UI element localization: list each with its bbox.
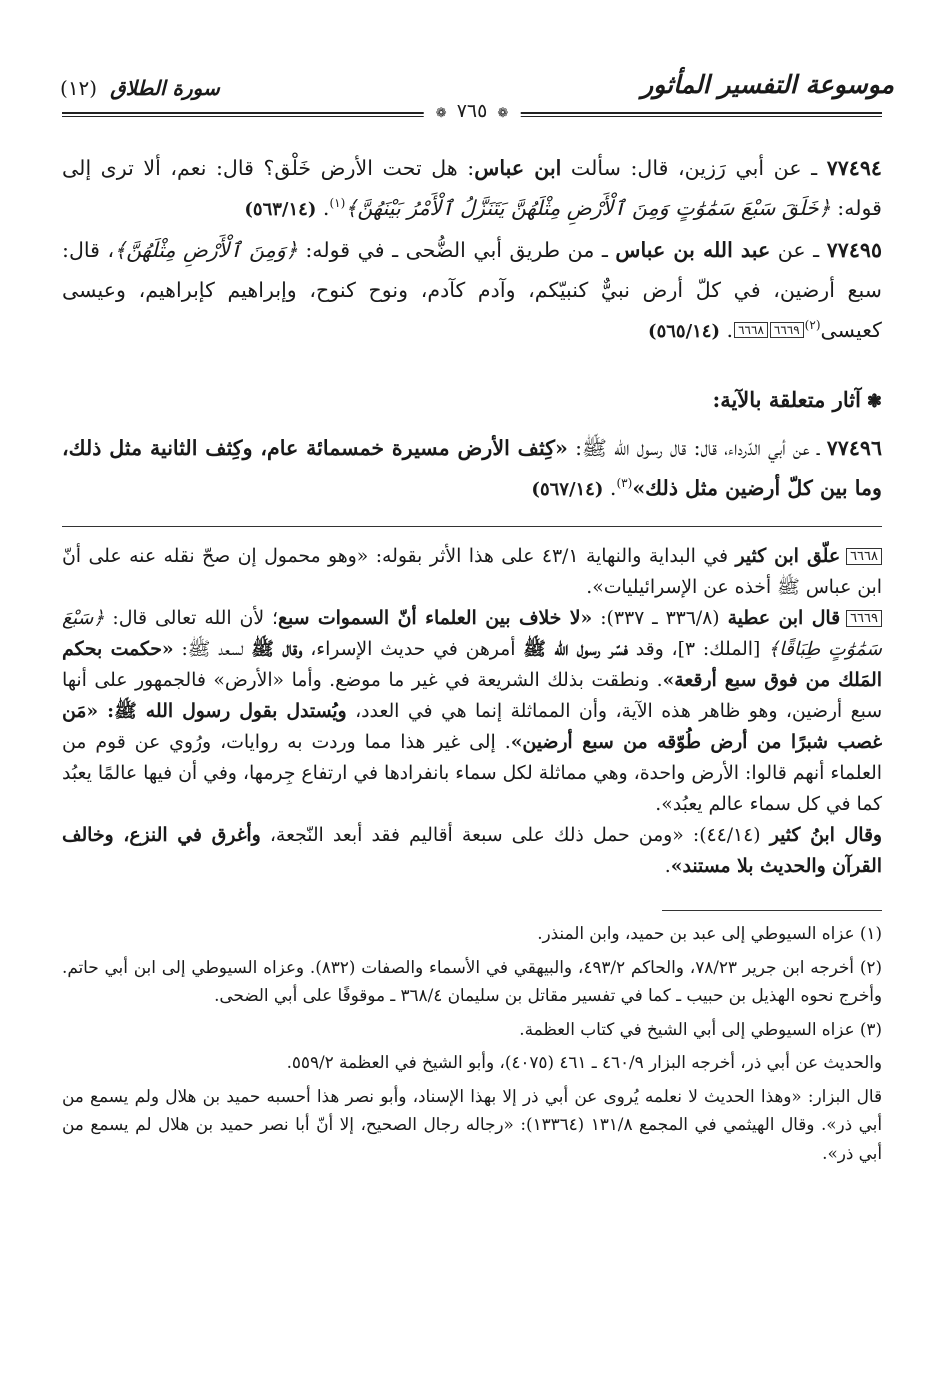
note-bold: وقال ابنُ كثير [769, 824, 882, 846]
note-text: . [664, 856, 671, 877]
note-text: (٣٣٦/٨ ـ ٣٣٧): [592, 608, 728, 629]
athar-text: ـ عن أبي الدّرداء، قال: قال رسول الله ﷺ: [567, 436, 827, 460]
scholar-notes [62, 541, 882, 882]
footnote: والحديث عن أبي ذر، أخرجه البزار ٤٦٠/٩ ـ ٤٦١ (٤٠٧٥)، وأبو الشيخ في العظمة ٥٥٩/٢. [286, 1052, 882, 1072]
note-text: أمرهن في حديث الإسراء، [302, 639, 524, 660]
note-marker: ٦٦٦٩ [846, 610, 882, 627]
athar-entry [62, 428, 882, 510]
note-bold: فسّر رسول الله ﷺ [523, 638, 628, 660]
notes-separator [62, 526, 882, 527]
ornament-icon: ❁ [497, 106, 509, 121]
note-bold: قال ابن عطية [727, 607, 841, 629]
note-text: لسعد ﷺ: [173, 639, 252, 660]
note-paragraph [62, 603, 882, 820]
note-bold: وقال ﷺ [251, 638, 303, 660]
footnote: (٢) أخرجه ابن جرير ٧٨/٢٣، والحاكم ٤٩٣/٢، والبيهقي في الأسماء والصفات (٨٣٢). وعزاه السيوطي إلى ابن أبي حاتم. وأخرج نحوه الهذيل بن حبيب ـ كما في تفسير مقاتل بن سليمان ٣٦٨/٤ ـ موقوفًا على أبي الضحى. [62, 956, 882, 1005]
footnotes [62, 919, 882, 1167]
narrator-name: عبد الله بن عباس [615, 238, 771, 262]
page-number [424, 100, 521, 122]
note-text: في البداية والنهاية ٤٣/١ على هذا الأثر بقوله: «وهو محمول إن صحّ نقله عنه على أنّ ابن عباس ﷺ أخذه عن الإسرائيليات». [62, 546, 882, 598]
book-page [60, 60, 894, 1167]
note-text: [الملك: ٣]، وقد [627, 639, 769, 660]
surah-title [60, 76, 220, 100]
footnote: قال البزار: «وهذا الحديث لا نعلمه يُروى عن أبي ذر إلا بهذا الإسناد، وأبو نصر هذا أحسبه حميد بن هلال ولم يسمع من أبي ذر». وقال الهيثمي في المجمع ١٣١/٨ (١٣٣٦٤): «رجاله رجال الصحيح، إلا أنّ أبا نصر حميد بن هلال لم يسمع من أبي ذر». [62, 1085, 883, 1163]
main-text [62, 148, 882, 510]
note-text: (٤٤/١٤): «ومن حمل ذلك على سبعة أقاليم فقد أبعد النّجعة، [260, 825, 770, 846]
footnote: (٣) عزاه السيوطي إلى أبي الشيخ في كتاب العظمة. [519, 1018, 882, 1039]
section-heading [62, 378, 882, 424]
athar-text: : هل تحت الأرض خَلْق؟ قال: نعم، ألا ترى إلى قوله: [62, 156, 882, 220]
ornament-icon: ❁ [435, 106, 447, 121]
athar-text: . [720, 318, 734, 342]
flower-icon: ❃ [866, 391, 882, 412]
note-bold: وأغرق في النزع، وخالف القرآن والحديث بلا مستند» [62, 824, 882, 877]
page-number-value: ٧٦٥ [456, 100, 488, 122]
athar-entry [62, 230, 882, 352]
quran-verse: ﴿خَلَقَ سَبْعَ سَمَٰوَٰتٍ وَمِنَ ٱلْأَرْضِ مِثْلَهُنَّ يَتَنَزَّلُ ٱلْأَمْرُ بَيْنَهُنَّ﴾ [345, 196, 831, 220]
note-paragraph [62, 820, 882, 882]
athar-number: ٧٧٤٩٦ [826, 436, 883, 460]
volume-ref: (٥٦٧/١٤) [531, 479, 604, 500]
note-bold: «لا خلاف بين العلماء أنّ السموات سبع [277, 607, 593, 629]
athar-text: . [603, 476, 617, 500]
spacer [62, 352, 882, 370]
athar-text: ، قال: سبع أرضين، في كلّ أرض نبيٌّ كنبيّكم، وآدم كآدم، ونوح كنوح، وإبراهيم كإبراهيم، وعيسى كعيسى [62, 238, 882, 342]
note-text: . إلى غير هذا مما وردت به روايات، ورُوي عن قوم من العلماء أنهم قالوا: الأرض واحدة، وهي مماثلة لكل سماء بانفرادها في ارتفاع جِرمها، وفي أن فيها عالمًا يعبُد كما في كل سماء عالم يعبُد». [62, 732, 882, 815]
book-title: موسوعة التفسير المأثور [641, 70, 894, 99]
footnote: (١) عزاه السيوطي إلى عبد بن حميد، وابن المنذر. [537, 923, 882, 943]
volume-ref: (٥٦٥/١٤) [648, 321, 721, 342]
footnote-ref: (٢) [804, 318, 821, 333]
note-text: . ونطقت بذلك الشريعة في غير ما موضع. وأما «الأرض» فالجمهور على أنها سبع أرضين، وهو ظاهر هذه الآية، وأن المماثلة إنما هي في العدد، [62, 670, 883, 722]
athar-text: ـ عن أبي رَزين، قال: سألت [561, 156, 827, 180]
note-marker: ٦٦٦٨ [846, 548, 882, 565]
note-bold: ويُستدل بقول رسول الله ﷺ: «مَن غصب شبرًا من أرض طُوّقه من سبع أرضين» [62, 700, 882, 753]
surah-name: سورة الطلاق [110, 76, 220, 100]
note-text: ؛ لأن الله تعالى قال: [104, 608, 278, 629]
athar-number: ٧٧٤٩٥ [826, 238, 883, 262]
volume-ref: (٥٦٣/١٤) [244, 199, 317, 220]
surah-number: (١٢) [60, 76, 98, 100]
note-paragraph [62, 541, 882, 603]
note-bold: علّق ابن كثير [735, 545, 841, 567]
hadith-text: «كِثف الأرض مسيرة خمسمائة عام، وكِثف الثانية مثل ذلك، وما بين كلّ أرضين مثل ذلك» [62, 436, 882, 500]
page-header [60, 60, 894, 122]
note-bold: «حكمت بحكم المَلك من فوق سبع أرقعة» [62, 638, 882, 691]
note-marker: ٦٦٦٨ [734, 322, 768, 338]
quran-verse: ﴿وَمِنَ ٱلْأَرْضِ مِثْلَهُنَّ﴾ [114, 238, 298, 262]
athar-entry [62, 148, 882, 230]
section-title: آثار متعلقة بالآية: [712, 387, 861, 412]
note-marker: ٦٦٦٩ [770, 322, 804, 338]
athar-number: ٧٧٤٩٤ [826, 156, 882, 180]
athar-text: . [316, 196, 330, 220]
athar-text: ـ عن [770, 238, 827, 262]
footnote-ref: (٣) [616, 476, 633, 491]
footnote-ref: (١) [329, 196, 346, 211]
athar-text: ـ من طريق أبي الضُّحى ـ في قوله: [297, 238, 616, 262]
footnote-rule [662, 910, 882, 911]
quran-verse: ﴿سَبْعَ سَمَٰوَٰتٍ طِبَاقًا﴾ [62, 608, 882, 660]
narrator-name: ابن عباس [474, 156, 562, 180]
